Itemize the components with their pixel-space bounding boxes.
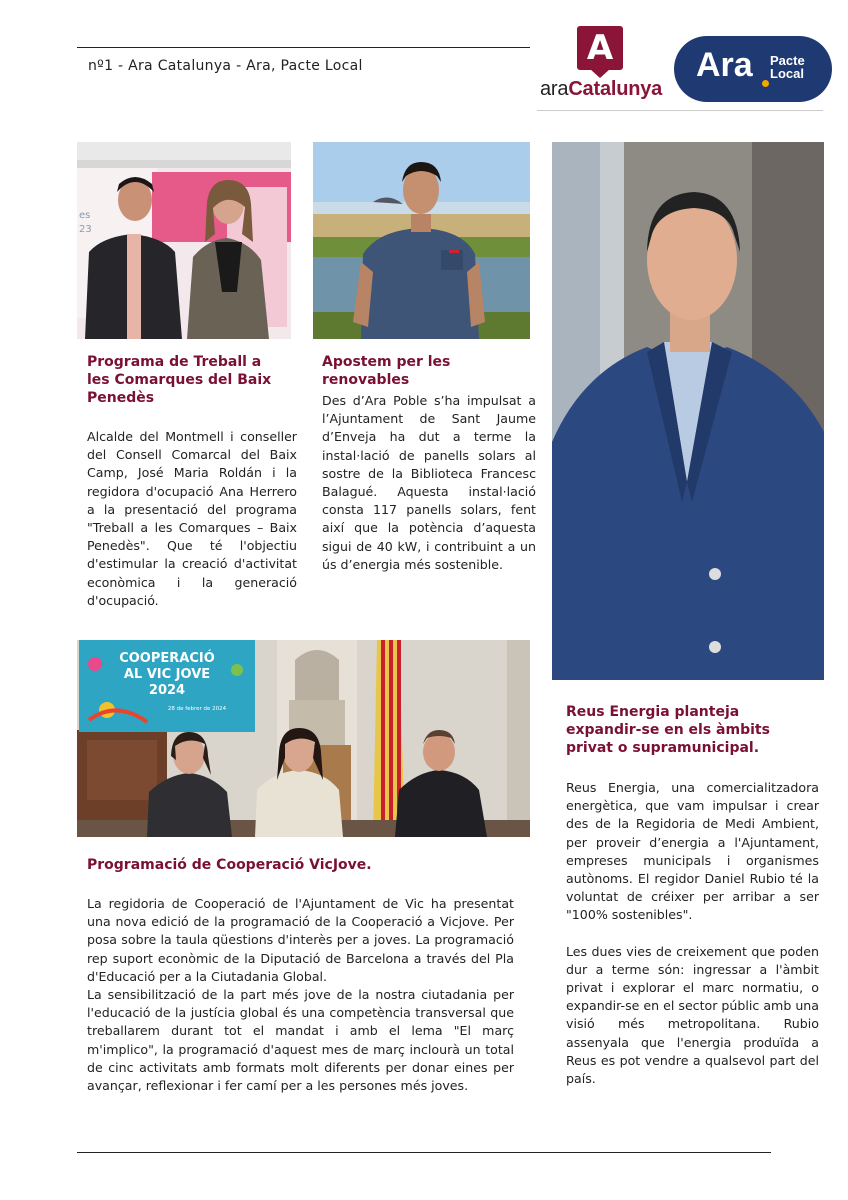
body-reus-p1: Reus Energia, una comercialitzadora energètica, que vam impulsar i crear des de la Regidoria de Medi Ambient, per proveir d’energia a l'Ajuntament, empreses municipals i organismes autònoms. El regidor Daniel Rubio té la voluntat de créixer per arribar a ser "100% sostenibles".	[566, 780, 819, 923]
issue-title: nº1 - Ara Catalunya - Ara, Pacte Local	[88, 58, 363, 74]
heading-vicjove: Programació de Cooperació VicJove.	[87, 857, 372, 873]
photo-reus-regidor	[552, 142, 824, 680]
ara-catalunya-logo-tail	[590, 69, 610, 78]
body-treball-p1: Alcalde del Montmell i conseller del Consell Comarcal del Baix Camp, José Maria Roldán i la regidora d'ocupació Ana Herrero a la presentació del programa "Treball a les Comarques – Baix Penedès". Que té l'objectiu d'estimular la creació d'activitat econòmica i la generació d'ocupació.	[87, 429, 297, 608]
photo-treball-presentation	[77, 142, 291, 339]
body-reus-p2: Les dues vies de creixement que poden dur a terme són: ingressar a l'àmbit privat i explorar el marc normatiu, o expandir-se en el sector públic amb una visió més metropolitana. Rubio assenyala que l'energia produïda a Reus es pot vendre a qualsevol part del país.	[566, 943, 819, 1087]
svg-text:es: es	[79, 210, 91, 221]
poster-date: 28 de febrer de 2024	[167, 706, 227, 712]
ara-catalunya-logo-mark: A	[577, 26, 623, 70]
heading-renovables: Apostem per les renovables	[322, 354, 451, 388]
footer-rule	[77, 1152, 771, 1153]
ara-catalunya-logo-text: araCatalunya	[540, 78, 663, 100]
body-vicjove-p1: La regidoria de Cooperació de l'Ajuntament de Vic ha presentat una nova edició de la programació de la Cooperació a Vicjove. Per posa sobre la taula qüestions d'interès per a joves. La programació rep suport econòmic de la Diputació de Barcelona a través del Pla d'Educació per a la Ciutadania Global.	[87, 896, 514, 984]
svg-text:23: 23	[79, 224, 92, 235]
heading-reus: Reus Energia planteja expandir-se en els àmbits privat o supramunicipal.	[566, 704, 770, 756]
body-treball	[87, 428, 297, 610]
header-rule-logos	[537, 110, 823, 111]
poster-line2: AL VIC JOVE	[123, 667, 211, 682]
poster-line3: 2024	[148, 683, 186, 698]
body-vicjove-p2: La sensibilització de la part més jove de la nostra ciutadania per l'educació de la justícia global és una competència transversal que treballarem durant tot el mandat i amb el lema "El març m'implico", la programació d'aquest mes de març inclourà un total de cinc activitats amb formats molt diferents per donar eines per avançar, reflexionar i fer camí per a les persones més joves.	[87, 987, 514, 1094]
body-renovables-p1: Des d’Ara Poble s’ha impulsat a l’Ajuntament de Sant Jaume d’Enveja ha dut a terme la instal·lació de panells solars al sostre de la Biblioteca Francesc Balagué. Aquesta instal·lació consta 117 panells solars, fent així que la potència d’aquesta sigui de 40 kW, i contribuint a un ús d’energia més sostenible.	[322, 393, 536, 572]
body-vicjove	[87, 895, 514, 1095]
photo-renovables-man	[313, 142, 530, 339]
ara-pacte-local-logo: Ara Pacte Local	[674, 36, 832, 102]
header-rule-top	[77, 47, 530, 48]
heading-treball: Programa de Treball a les Comarques del Baix Penedès	[87, 354, 272, 406]
photo-vicjove-presentation	[77, 640, 530, 837]
body-reus	[566, 779, 819, 1088]
body-renovables	[322, 392, 536, 574]
poster-line1: COOPERACIÓ	[119, 651, 215, 666]
